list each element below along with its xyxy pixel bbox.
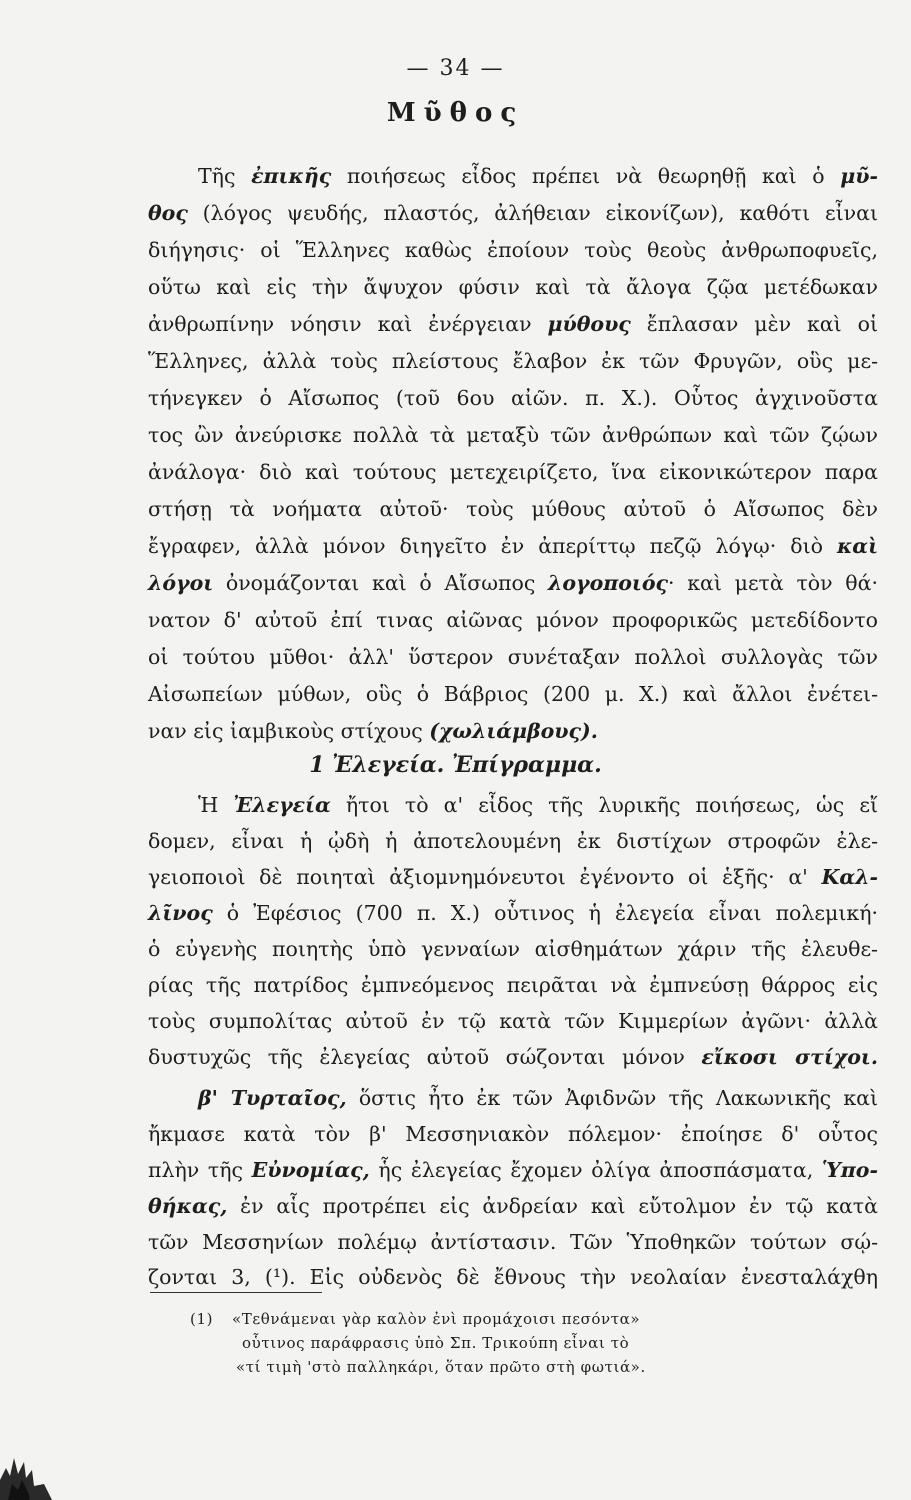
text-line: δομεν, εἶναι ἡ ᾠδὴ ἡ ἀποτελουμένη ἐκ διστίχων στροφῶν ἐλε- [148, 829, 878, 853]
text-line: τοὺς συμπολίτας αὐτοῦ ἐν τῷ κατὰ τῶν Κιμμερίων ἀγῶνι· ἀλλὰ [148, 1009, 878, 1033]
footnote-line: «Τεθνάμεναι γὰρ καλὸν ἐνὶ προμάχοισι πεσόντα» [232, 1310, 641, 1328]
text-line: στήσῃ τὰ νοήματα αὐτοῦ· τοὺς μύθους αὐτοῦ ὁ Αἴσωπος δὲν [148, 497, 878, 521]
text-line: Τῆς ἐπικῆς ποιήσεως εἶδος πρέπει νὰ θεωρηθῇ καὶ ὁ μῦ- [198, 164, 879, 188]
text-line: νατον δ' αὐτοῦ ἐπί τινας αἰῶνας μόνον προφορικῶς μετεδίδοντο [148, 608, 878, 632]
text-line: θήκας, ἐν αἷς προτρέπει εἰς ἀνδρείαν καὶ εὔτολμον ἐν τῷ κατὰ [148, 1194, 878, 1218]
footnote-rule [150, 1292, 322, 1293]
text-line: ἔγραφεν, ἀλλὰ μόνον διηγεῖτο ἐν ἀπερίττῳ πεζῷ λόγῳ· διὸ καὶ [148, 534, 878, 558]
text-line: ρίας τῆς πατρίδος ἐμπνεόμενος πειρᾶται νὰ ἐμπνεύσῃ θάρρος εἰς [148, 973, 878, 997]
text-line: Ἡ Ἐλεγεία ἤτοι τὸ α' εἶδος τῆς λυρικῆς ποιήσεως, ὡς εἴ [198, 793, 878, 817]
text-line: ζονται 3, (¹). Εἰς οὐδενὸς δὲ ἔθνους τὴν νεολαίαν ἐνεσταλάχθη [148, 1265, 878, 1289]
page-number: — 34 — [406, 56, 505, 81]
text-line: ἤκμασε κατὰ τὸν β' Μεσσηνιακὸν πόλεμον· ἐποίησε δ' οὗτος [148, 1122, 878, 1146]
text-line: λόγοι ὀνομάζονται καὶ ὁ Αἴσωπος λογοποιός· καὶ μετὰ τὸν θά· [148, 571, 878, 595]
text-line: οἱ τούτου μῦθοι· ἀλλ' ὕστερον συνέταξαν πολλοὶ συλλογὰς τῶν [148, 645, 878, 669]
text-line: ναν εἰς ἰαμβικοὺς στίχους (χωλιάμβους). [148, 719, 598, 743]
text-line: τος ὢν ἀνεύρισκε πολλὰ τὰ μεταξὺ τῶν ἀνθρώπων καὶ τῶν ζῴων [148, 423, 878, 447]
text-line: ὁ εὐγενὴς ποιητὴς ὑπὸ γενναίων αἰσθημάτων χάριν τῆς ἐλευθε- [148, 937, 878, 961]
text-line: Ἕλληνες, ἀλλὰ τοὺς πλείστους ἔλαβον ἐκ τῶν Φρυγῶν, οὓς με- [148, 349, 878, 373]
text-line: ἀνθρωπίνην νόησιν καὶ ἐνέργειαν μύθους ἔπλασαν μὲν καὶ οἱ [148, 312, 878, 336]
text-line: β' Τυρταῖος, ὅστις ἦτο ἐκ τῶν Ἀφιδνῶν τῆς Λακωνικῆς καὶ [198, 1086, 879, 1110]
text-line: διήγησις· οἱ Ἕλληνες καθὼς ἐποίουν τοὺς θεοὺς ἀνθρωποφυεῖς, [148, 238, 878, 262]
subheading: 1 Ἐλεγεία. Ἐπίγραμμα. [309, 752, 602, 778]
footnote-line: οὗτινος παράφρασις ὑπὸ Σπ. Τρικούπη εἶναι τὸ [242, 1334, 630, 1352]
section-heading: Μῦθος [386, 98, 525, 128]
footnote-mark: (1) [190, 1310, 214, 1328]
plant-silhouette-icon [0, 1440, 70, 1500]
footnote-line: «τί τιμὴ 'στὸ παλληκάρι, ὅταν πρῶτο στὴ φωτιά». [236, 1358, 646, 1376]
text-line: τήνεγκεν ὁ Αἴσωπος (τοῦ 6ου αἰῶν. π. Χ.). Οὗτος ἀγχινοῦστα [148, 386, 878, 410]
text-line: τῶν Μεσσηνίων πολέμῳ ἀντίστασιν. Τῶν Ὑποθηκῶν τούτων σῴ- [148, 1230, 878, 1254]
text-line: δυστυχῶς τῆς ἐλεγείας αὐτοῦ σώζονται μόνον εἴκοσι στίχοι. [148, 1045, 878, 1069]
text-line: Αἰσωπείων μύθων, οὓς ὁ Βάβριος (200 μ. Χ.) καὶ ἄλλοι ἐνέτει- [148, 682, 878, 706]
text-line: πλὴν τῆς Εὐνομίας, ἧς ἐλεγείας ἔχομεν ὀλίγα ἀποσπάσματα, Ὑπο- [148, 1158, 878, 1182]
text-line: γειοποιοὶ δὲ ποιηταὶ ἀξιομνημόνευτοι ἐγένοντο οἱ ἑξῆς· α' Καλ- [148, 865, 878, 889]
text-line: θος (λόγος ψευδής, πλαστός, ἀλήθειαν εἰκονίζων), καθότι εἶναι [148, 201, 878, 225]
text-line: οὕτω καὶ εἰς τὴν ἄψυχον φύσιν καὶ τὰ ἄλογα ζῷα μετέδωκαν [148, 275, 878, 299]
text-line: ἀνάλογα· διὸ καὶ τούτους μετεχειρίζετο, ἵνα εἰκονικώτερον παρα [148, 460, 878, 484]
text-line: λῖνος ὁ Ἐφέσιος (700 π. Χ.) οὗτινος ἡ ἐλεγεία εἶναι πολεμική· [148, 901, 878, 925]
